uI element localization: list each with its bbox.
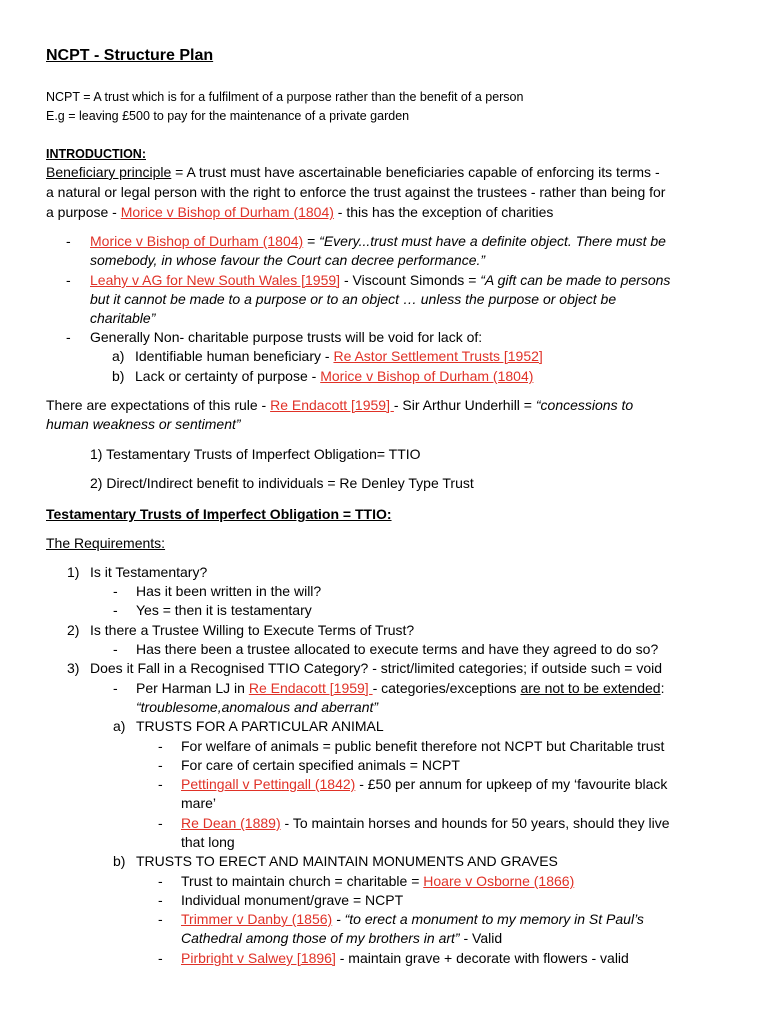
q3-sub-a-colon: : — [660, 680, 665, 696]
q2-text: Is there a Trustee Willing to Execute Terms of Trust? — [90, 622, 415, 638]
exceptions-quote-1: “concessions to — [535, 397, 634, 413]
cat-a-item-4 — [181, 814, 669, 833]
introduction-heading: INTRODUCTION: — [46, 147, 146, 161]
bullet-dash: - — [158, 757, 163, 773]
case-link-morice-b[interactable]: Morice v Bishop of Durham (1804) — [320, 368, 534, 384]
case-link-endacott[interactable]: Re Endacott [1959] — [270, 397, 394, 413]
case-link-re-dean[interactable]: Re Dean (1889) — [181, 815, 281, 831]
bullet-dash: - — [158, 892, 163, 908]
bullet-dash: - — [158, 815, 163, 831]
sub-marker-a: a) — [112, 348, 125, 364]
cat-b-item-2: Individual monument/grave = NCPT — [181, 892, 404, 908]
principle-line-3 — [46, 203, 553, 222]
q3-sub-a-pre: Per Harman LJ in — [136, 680, 249, 696]
q3-sub-a-quote: “troublesome,anomalous and aberrant” — [136, 699, 379, 715]
q3-sub-a — [136, 679, 664, 698]
bullet-dash: - — [66, 272, 71, 288]
cat-b-item-4 — [181, 949, 629, 968]
cat-a-item-4-text: - To maintain horses and hounds for 50 years, should they live — [280, 815, 670, 831]
leahy-quote-2: but it cannot be made to a purpose or to an object … unless the purpose or object be — [90, 291, 617, 307]
bullet-leahy — [90, 271, 670, 290]
page-title: NCPT - Structure Plan — [46, 47, 214, 64]
exceptions-line-1 — [46, 396, 633, 415]
cat-b-item-1-text: Trust to maintain church = charitable = — [181, 873, 424, 889]
bullet-morice — [90, 232, 666, 251]
q1-sub-a: Has it been written in the will? — [136, 583, 322, 599]
requirements-heading: The Requirements: — [46, 535, 166, 551]
case-link-morice-bullet[interactable]: Morice v Bishop of Durham (1804) — [90, 233, 304, 249]
cat-a-marker: a) — [113, 718, 126, 734]
cat-b-item-3 — [181, 910, 644, 929]
exceptions-mid: - Sir Arthur Underhill = — [393, 397, 536, 413]
principle-label: Beneficiary principle — [46, 164, 172, 180]
case-link-pettingall[interactable]: Pettingall v Pettingall (1842) — [181, 776, 356, 792]
bullet-dash: - — [113, 602, 118, 618]
bullet-dash: - — [158, 873, 163, 889]
exceptions-quote-2: human weakness or sentiment” — [46, 416, 241, 432]
cat-b-item-1 — [181, 872, 574, 891]
bullet-equals: = — [303, 233, 320, 249]
cat-b-item-4-text: - maintain grave + decorate with flowers - valid — [335, 950, 629, 966]
case-link-astor[interactable]: Re Astor Settlement Trusts [1952] — [333, 348, 543, 364]
principle-text-3-post: - this has the exception of charities — [333, 204, 554, 220]
bullet-dash: - — [113, 680, 118, 696]
case-link-morice[interactable]: Morice v Bishop of Durham (1804) — [120, 204, 334, 220]
case-link-leahy[interactable]: Leahy v AG for New South Wales [1959] — [90, 272, 341, 288]
q2-marker: 2) — [67, 622, 80, 638]
exception-item-1: 1) Testamentary Trusts of Imperfect Obligation= TTIO — [90, 446, 421, 462]
q1-sub-b: Yes = then it is testamentary — [136, 602, 312, 618]
q3-marker: 3) — [67, 660, 80, 676]
leahy-mid: - Viscount Simonds = — [340, 272, 481, 288]
bullet-dash: - — [113, 641, 118, 657]
case-link-endacott-harman[interactable]: Re Endacott [1959] — [248, 680, 373, 696]
cat-b-heading: TRUSTS TO ERECT AND MAINTAIN MONUMENTS AND GRAVES — [136, 853, 558, 869]
q3-text: Does it Fall in a Recognised TTIO Category? - strict/limited categories; if outside such = void — [90, 660, 663, 676]
sub-item-b — [135, 367, 533, 386]
trimmer-quote-2: Cathedral among those of my brothers in art” — [181, 930, 460, 946]
bullet-dash: - — [66, 329, 71, 345]
ncpt-definition: NCPT = A trust which is for a fulfilment of a purpose rather than the benefit of a person — [46, 90, 524, 104]
q2-sub-a: Has there been a trustee allocated to execute terms and have they agreed to do so? — [136, 641, 659, 657]
bullet-dash: - — [158, 738, 163, 754]
bullet-dash: - — [66, 233, 71, 249]
ttio-heading: Testamentary Trusts of Imperfect Obligation = TTIO: — [46, 506, 392, 522]
principle-text-1: = A trust must have ascertainable beneficiaries capable of enforcing its terms - — [171, 164, 660, 180]
case-link-trimmer[interactable]: Trimmer v Danby (1856) — [181, 911, 333, 927]
sub-item-a-text: Identifiable human beneficiary - — [135, 348, 334, 364]
principle-line-1 — [46, 163, 660, 182]
leahy-quote-1: “A gift can be made to persons — [480, 272, 671, 288]
principle-line-2: a natural or legal person with the right to enforce the trust against the trustees - rather than being for — [46, 184, 666, 200]
cat-a-item-3-text: - £50 per annum for upkeep of my ‘favourite black — [355, 776, 668, 792]
case-link-pirbright[interactable]: Pirbright v Salwey [1896] — [181, 950, 336, 966]
q3-sub-a-underline: are not to be extended — [520, 680, 661, 696]
sub-item-b-text: Lack or certainty of purpose - — [135, 368, 321, 384]
morice-quote-2: somebody, in whose favour the Court can decree performance.” — [90, 252, 486, 268]
cat-a-item-3-cont: mare’ — [181, 795, 217, 811]
q1-text: Is it Testamentary? — [90, 564, 208, 580]
cat-a-item-4-cont: that long — [181, 834, 235, 850]
bullet-dash: - — [158, 911, 163, 927]
morice-quote-1: “Every...trust must have a definite object. There must be — [319, 233, 666, 249]
exception-item-2: 2) Direct/Indirect benefit to individuals = Re Denley Type Trust — [90, 475, 474, 491]
sub-marker-b: b) — [112, 368, 125, 384]
ncpt-example: E.g = leaving £500 to pay for the maintenance of a private garden — [46, 109, 410, 123]
principle-text-3-pre: a purpose - — [46, 204, 121, 220]
q1-marker: 1) — [67, 564, 80, 580]
cat-a-item-1: For welfare of animals = public benefit therefore not NCPT but Charitable trust — [181, 738, 665, 754]
trimmer-valid: - Valid — [459, 930, 503, 946]
bullet-dash: - — [158, 950, 163, 966]
cat-a-item-3 — [181, 775, 667, 794]
exceptions-pre: There are expectations of this rule - — [46, 397, 271, 413]
q3-sub-a-mid: - categories/exceptions — [372, 680, 521, 696]
cat-b-marker: b) — [113, 853, 126, 869]
cat-a-heading: TRUSTS FOR A PARTICULAR ANIMAL — [136, 718, 384, 734]
cat-a-item-2: For care of certain specified animals = NCPT — [181, 757, 460, 773]
trimmer-quote-1: - “to erect a monument to my memory in St Paul’s — [332, 911, 644, 927]
case-link-hoare[interactable]: Hoare v Osborne (1866) — [423, 873, 575, 889]
bullet-dash: - — [113, 583, 118, 599]
leahy-quote-3: charitable” — [90, 310, 156, 326]
bullet-void-for-lack: Generally Non- charitable purpose trusts will be void for lack of: — [90, 329, 483, 345]
cat-b-item-3-cont — [181, 929, 502, 948]
sub-item-a — [135, 347, 543, 366]
bullet-dash: - — [158, 776, 163, 792]
